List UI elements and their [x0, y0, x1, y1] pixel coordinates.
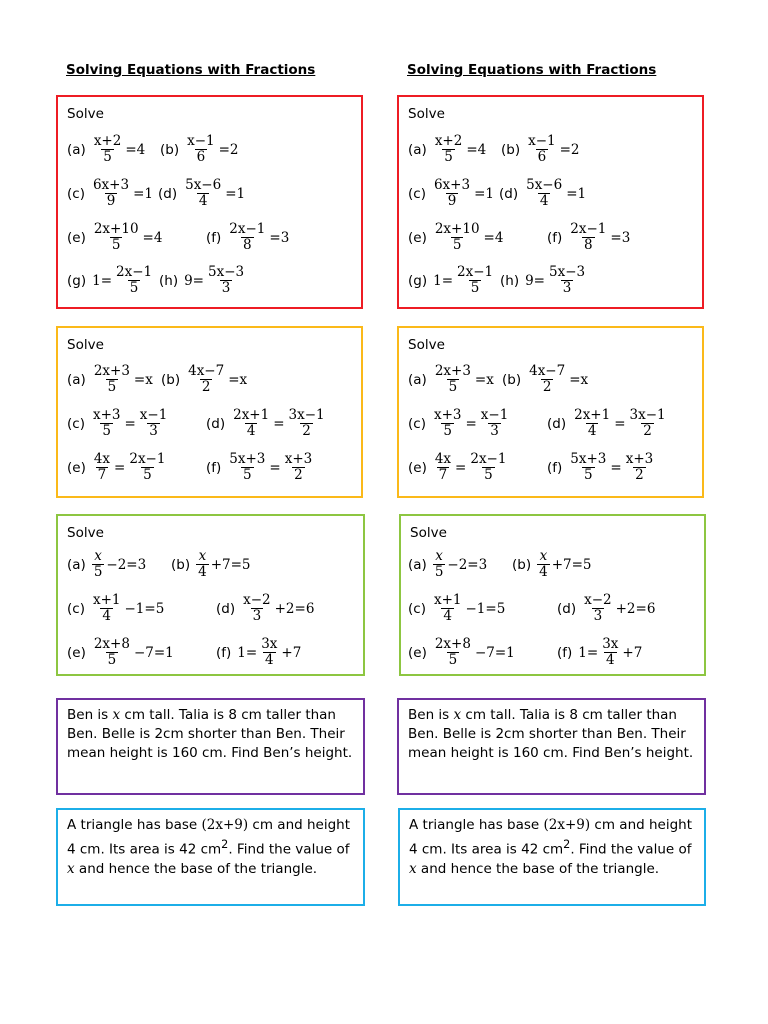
equation-3d: (d) $\frac{x-2}{3}$ +2=6 [216, 592, 315, 624]
card-amber-solve [397, 326, 704, 498]
equation-2f: (f) $\frac{5x+3}{5}$ = $\frac{x+3}{2}$ [547, 451, 654, 483]
equation-1d: (d) $\frac{5x-6}{4}$ =1 [158, 177, 246, 209]
equation-3e: (e) $\frac{2x+8}{5}$ −7=1 [67, 636, 174, 668]
card-red-solve [56, 95, 363, 309]
solve-label: Solve [408, 337, 445, 353]
equation-2a: (a) $\frac{2x+3}{5}$ =x [67, 363, 153, 395]
equation-1g: (g) 1= $\frac{2x-1}{5}$ [67, 264, 153, 296]
equation-2d: (d) $\frac{2x+1}{4}$ = $\frac{3x-1}{2}$ [206, 407, 325, 439]
equation-1d: (d) $\frac{5x-6}{4}$ =1 [499, 177, 587, 209]
card-blue-word-problem [398, 808, 706, 906]
solve-label: Solve [67, 525, 104, 541]
equation-2d: (d) $\frac{2x+1}{4}$ = $\frac{3x-1}{2}$ [547, 407, 666, 439]
equation-3c: (c) $\frac{x+1}{4}$ −1=5 [408, 592, 506, 624]
equation-1h: (h) 9= $\frac{5x-3}{3}$ [500, 264, 586, 296]
card-purple-word-problem [56, 698, 365, 795]
card-blue-word-problem [56, 808, 365, 906]
card-green-solve [56, 514, 365, 676]
equation-1b: (b) $\frac{x-1}{6}$ =2 [501, 133, 580, 165]
equation-1a: (a) $\frac{x+2}{5}$ =4 [408, 133, 487, 165]
equation-1c: (c) $\frac{6x+3}{9}$ =1 [408, 177, 494, 209]
equation-2e: (e) $\frac{4x}{7}$ = $\frac{2x-1}{5}$ [408, 451, 507, 483]
equation-1f: (f) $\frac{2x-1}{8}$ =3 [547, 221, 631, 253]
equation-1f: (f) $\frac{2x-1}{8}$ =3 [206, 221, 290, 253]
card-red-solve [397, 95, 704, 309]
equation-2c: (c) $\frac{x+3}{5}$ = $\frac{x-1}{3}$ [408, 407, 509, 439]
equation-1h: (h) 9= $\frac{5x-3}{3}$ [159, 264, 245, 296]
equation-1c: (c) $\frac{6x+3}{9}$ =1 [67, 177, 153, 209]
equation-3a: (a) $\frac{x}{5}$ −2=3 [67, 548, 147, 580]
equation-3c: (c) $\frac{x+1}{4}$ −1=5 [67, 592, 165, 624]
word-problem-heights: Ben is x cm tall. Talia is 8 cm taller than Ben. Belle is 2cm shorter than Ben. Their mean height is 160 cm. Find Ben’s height. [408, 707, 694, 761]
equation-3d: (d) $\frac{x-2}{3}$ +2=6 [557, 592, 656, 624]
solve-label: Solve [67, 337, 104, 353]
equation-3b: (b) $\frac{x}{4}$ +7=5 [171, 548, 251, 580]
worksheet-heading: Solving Equations with Fractions [66, 62, 316, 78]
equation-2a: (a) $\frac{2x+3}{5}$ =x [408, 363, 494, 395]
word-problem-triangle: A triangle has base (2x+9) cm and height 4 cm. Its area is 42 $cm^2$. Find the value of x and hence the base of the triangle. [409, 817, 693, 877]
equation-1e: (e) $\frac{2x+10}{5}$ =4 [408, 221, 504, 253]
equation-2b: (b) $\frac{4x-7}{2}$ =x [502, 363, 589, 395]
equation-1g: (g) 1= $\frac{2x-1}{5}$ [408, 264, 494, 296]
worksheet-heading: Solving Equations with Fractions [407, 62, 657, 78]
equation-3a: (a) $\frac{x}{5}$ −2=3 [408, 548, 488, 580]
equation-2f: (f) $\frac{5x+3}{5}$ = $\frac{x+3}{2}$ [206, 451, 313, 483]
solve-label: Solve [408, 106, 445, 122]
equation-3b: (b) $\frac{x}{4}$ +7=5 [512, 548, 592, 580]
word-problem-triangle: A triangle has base (2x+9) cm and height 4 cm. Its area is 42 $cm^2$. Find the value of x and hence the base of the triangle. [67, 817, 351, 877]
card-purple-word-problem [397, 698, 706, 795]
solve-label: Solve [410, 525, 447, 541]
equation-3f: (f) 1= $\frac{3x}{4}$ +7 [216, 636, 302, 668]
word-problem-heights: Ben is x cm tall. Talia is 8 cm taller than Ben. Belle is 2cm shorter than Ben. Their mean height is 160 cm. Find Ben’s height. [67, 707, 353, 761]
equation-3e: (e) $\frac{2x+8}{5}$ −7=1 [408, 636, 515, 668]
equation-1b: (b) $\frac{x-1}{6}$ =2 [160, 133, 239, 165]
equation-3f: (f) 1= $\frac{3x}{4}$ +7 [557, 636, 643, 668]
equation-2b: (b) $\frac{4x-7}{2}$ =x [161, 363, 248, 395]
equation-2e: (e) $\frac{4x}{7}$ = $\frac{2x-1}{5}$ [67, 451, 166, 483]
card-green-solve [399, 514, 706, 676]
solve-label: Solve [67, 106, 104, 122]
card-amber-solve [56, 326, 363, 498]
equation-2c: (c) $\frac{x+3}{5}$ = $\frac{x-1}{3}$ [67, 407, 168, 439]
equation-1e: (e) $\frac{2x+10}{5}$ =4 [67, 221, 163, 253]
equation-1a: (a) $\frac{x+2}{5}$ =4 [67, 133, 146, 165]
